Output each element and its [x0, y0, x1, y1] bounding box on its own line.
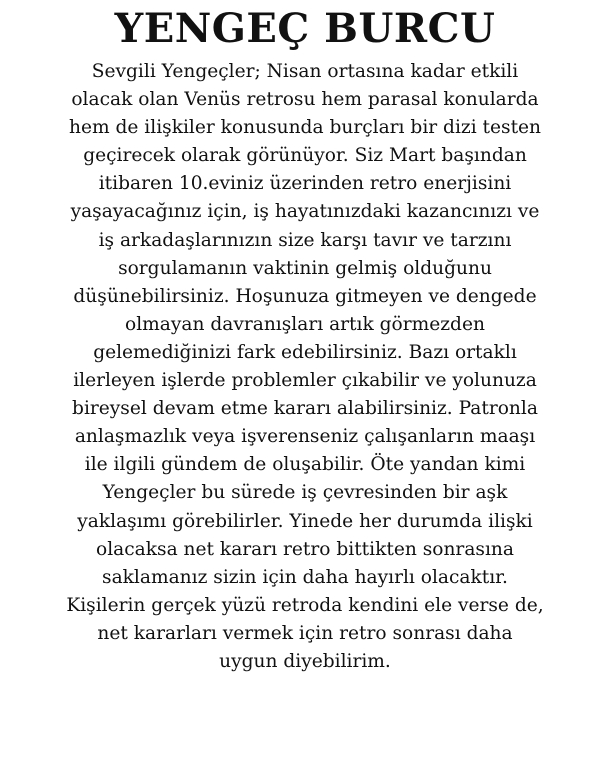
- text-line: ile ilgili gündem de oluşabilir. Öte yandan kimi: [84, 454, 526, 476]
- text-line: itibaren 10.eviniz üzerinden retro enerjisini: [98, 173, 512, 195]
- text-line: olacaksa net kararı retro bittikten sonrasına: [96, 538, 514, 560]
- text-line: ilerleyen işlerde problemler çıkabilir ve yolunuza: [73, 370, 537, 392]
- text-line: gelemediğinizi fark edebilirsiniz. Bazı ortaklı: [93, 341, 517, 363]
- text-line: anlaşmazlık veya işverenseniz çalışanların maaşı: [74, 426, 536, 448]
- text-line: yaklaşımı görebilirler. Yinede her durumda ilişki: [77, 510, 533, 532]
- text-line: iş arkadaşlarınızın size karşı tavır ve tarzını: [98, 229, 512, 251]
- text-line: olmayan davranışları artık görmezden: [125, 313, 485, 335]
- horoscope-text: [10, 58, 600, 676]
- text-line: bireysel devam etme kararı alabilirsiniz. Patronla: [72, 398, 538, 420]
- text-line: Yengeçler bu sürede iş çevresinden bir aşk: [102, 482, 508, 504]
- text-line: net kararları vermek için retro sonrası daha: [97, 622, 513, 644]
- text-line: olacak olan Venüs retrosu hem parasal konularda: [71, 89, 539, 111]
- text-line: geçirecek olarak görünüyor. Siz Mart başından: [83, 145, 527, 167]
- text-line: uygun diyebilirim.: [219, 650, 391, 672]
- text-line: sorgulamanın vaktinin gelmiş olduğunu: [118, 257, 492, 279]
- text-line: saklamanız sizin için daha hayırlı olacaktır.: [102, 566, 508, 588]
- text-line: yaşayacağınız için, iş hayatınızdaki kazancınızı ve: [70, 201, 540, 223]
- text-line: düşünebilirsiniz. Hoşunuza gitmeyen ve dengede: [73, 285, 537, 307]
- text-line: Kişilerin gerçek yüzü retroda kendini ele verse de,: [66, 594, 544, 616]
- text-line: Sevgili Yengeçler; Nisan ortasına kadar etkili: [91, 61, 519, 82]
- text-line: hem de ilişkiler konusunda burçları bir dizi testen: [68, 117, 542, 139]
- page-title: YENGEÇ BURCU: [114, 5, 496, 52]
